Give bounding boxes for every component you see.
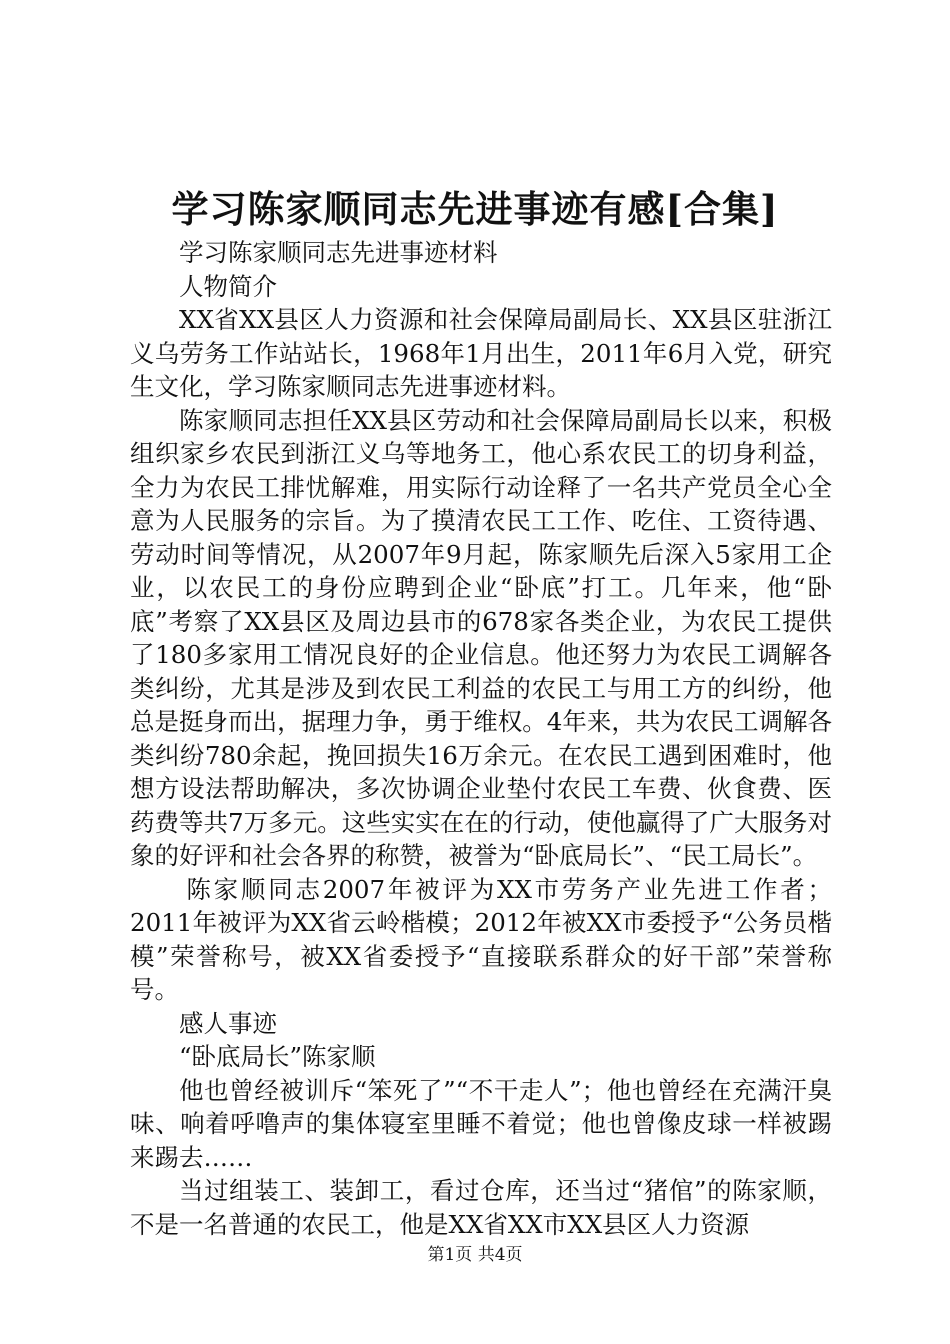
paragraph-profile: XX省XX县区人力资源和社会保障局副局长、XX县区驻浙江义乌劳务工作站站长，1968年1月出生，2011年6月入党，研究生文化，学习陈家顺同志先进事迹材料。: [130, 305, 832, 401]
paragraph-deeds-summary: 陈家顺同志担任XX县区劳动和社会保障局副局长以来，积极组织家乡农民到浙江义乌等地务工，他心系农民工的切身利益，全力为农民工排忧解难，用实际行动诠释了一名共产党员全心全意为人民服务的宗旨。为了摸清农民工工作、吃住、工资待遇、劳动时间等情况，从2007年9月起，陈家顺先后深入5家用工企业，以农民工的身份应聘到企业“卧底”打工。几年来，他“卧底”考察了XX县区及周边县市的678家各类企业，为农民工提供了180多家用工情况良好的企业信息。他还努力为农民工调解各类纠纷，尤其是涉及到农民工利益的农民工与用工方的纠纷，他总是挺身而出，据理力争，勇于维权。4年来，共为农民工调解各类纠纷780余起，挽回损失16万余元。在农民工遇到困难时，他想方设法帮助解决，多次协调企业垫付农民工车费、伙食费、医药费等共7万多元。这些实实在在的行动，使他赢得了广大服务对象的好评和社会各界的称赞，被誉为“卧底局长”、“民工局长”。: [130, 405, 832, 870]
page-number-footer: 第1页 共4页: [427, 1245, 523, 1265]
paragraph-heading-touching-deeds: 感人事迹: [179, 1008, 277, 1038]
document-title: 学习陈家顺同志先进事迹有感[合集]: [171, 187, 779, 231]
paragraph-story-intro: 他也曾经被训斥“笨死了”“不干走人”；他也曾经在充满汗臭味、响着呼噜声的集体寝室里睡不着觉；他也曾像皮球一样被踢来踢去……: [130, 1075, 832, 1172]
document-body: [130, 236, 832, 1241]
paragraph-honors: 陈家顺同志2007年被评为XX市劳务产业先进工作者；2011年被评为XX省云岭楷模；2012年被XX市委授予“公务员楷模”荣誉称号，被XX省委授予“直接联系群众的好干部”荣誉称号。: [130, 874, 832, 1004]
paragraph-heading-material: 学习陈家顺同志先进事迹材料: [179, 238, 498, 267]
paragraph-heading-undercover-director: “卧底局长”陈家顺: [179, 1042, 376, 1071]
paragraph-heading-profile: 人物简介: [179, 271, 277, 301]
paragraph-story-continued: 当过组装工、装卸工，看过仓库，还当过“猪倌”的陈家顺，不是一名普通的农民工，他是XX省XX市XX县区人力资源: [130, 1176, 832, 1239]
